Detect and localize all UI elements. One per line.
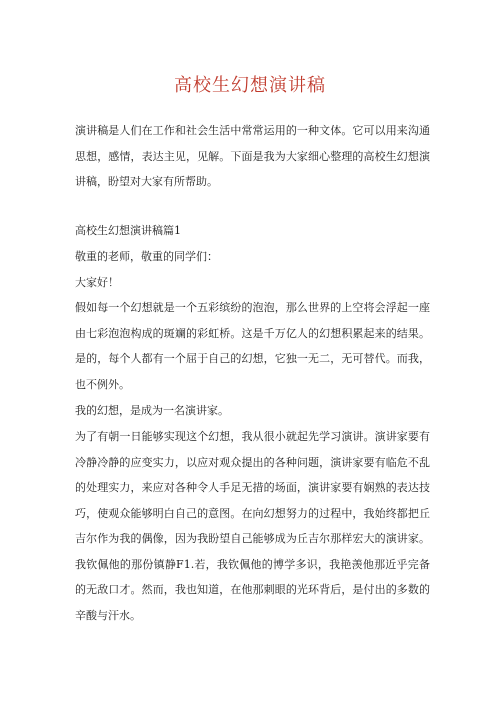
salutation	[75, 244, 430, 270]
paragraph-text: 假如每一个幻想就是一个五彩缤纷的泡泡，那么世界的上空将会浮起一座由七彩泡泡构成的斑斓的彩虹桥。这是千万亿人的幻想积累起来的结果。是的，每个人都有一个屈于自己的幻想，它独一无二，无可替代。而我，也不例外。	[75, 301, 430, 391]
body-paragraph-3	[75, 424, 430, 628]
greeting-line	[75, 270, 430, 296]
paragraph-text: 为了有朝一日能够实现这个幻想，我从很小就起先学习演讲。演讲家要有冷静冷静的应变实力，以应对观众提出的各种问题，演讲家要有临危不乱的处理实力，来应对各种令人手足无措的场面，演讲家要有娴熟的表达技巧，使观众能够明白自己的意图。在向幻想努力的过程中，我始终都把丘吉尔作为我的偶像，因为我盼望自己能够成为丘吉尔那样宏大的演讲家。我钦佩他的那份镇静F1.若，我钦佩他的博学多识，我艳羡他那近乎完备的无敌口才。然而，我也知道，在他那刺眼的光环背后，是付出的多数的辛酸与汗水。	[75, 430, 430, 622]
section-heading	[75, 218, 430, 244]
section-heading-text: 高校生幻想演讲稿篇1	[75, 224, 181, 237]
document-title: 高校生幻想演讲稿	[174, 75, 326, 96]
intro-paragraph	[75, 118, 430, 195]
paragraph-text: 我的幻想，是成为一名演讲家。	[75, 404, 229, 417]
greeting-text: 大家好！	[75, 276, 119, 289]
body-paragraph-2	[75, 398, 430, 424]
intro-text: 演讲稿是人们在工作和社会生活中常常运用的一种文体。它可以用来沟通思想，感情，表达主见，见解。下面是我为大家细心整理的高校生幻想演讲稿，盼望对大家有所帮助。	[75, 124, 430, 188]
salutation-text: 敬重的老师，敬重的同学们：	[75, 250, 218, 263]
body-paragraph-1	[75, 295, 430, 397]
